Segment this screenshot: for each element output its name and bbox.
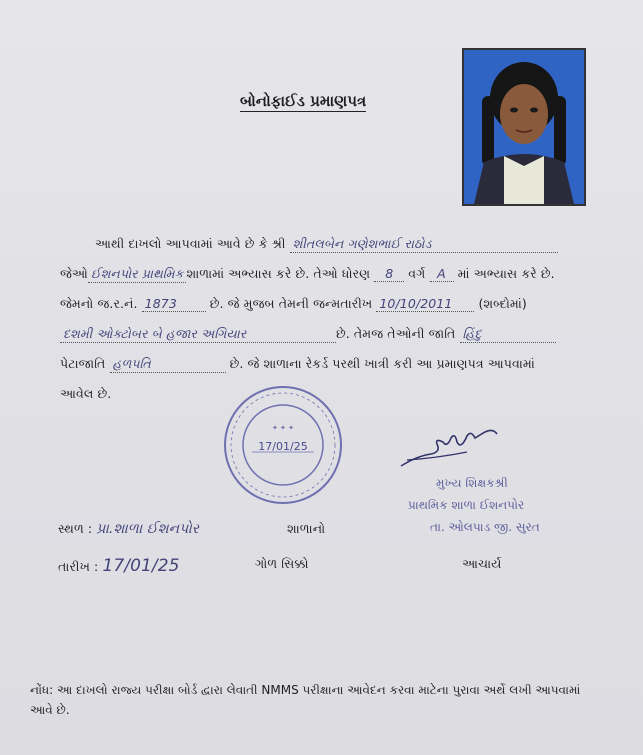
certificate-title: બોનોફાઈડ પ્રમાણપત્ર <box>240 92 367 110</box>
place-value: પ્રા.શાળા ઈશનપોર <box>96 521 200 537</box>
student-name-field: શીતલબેન ગણેશભાઈ રાઠોડ <box>290 236 558 253</box>
school-seal-label-1: શાળાનો <box>287 521 326 536</box>
division-field: A <box>430 266 454 282</box>
signature-stamp-line-3: તા. ઓલપાડ જી. સુરત <box>430 520 540 534</box>
school-seal-label-2: ગોળ સિક્કો <box>255 556 309 571</box>
standard-field: 8 <box>374 266 404 282</box>
line3-mid: છે. જે મુજબ તેમની જન્મતારીખ <box>209 296 373 311</box>
line2-mid: શાળામાં અભ્યાસ કરે છે. તેઓ ધોરણ <box>186 266 371 281</box>
body-line-1 <box>95 236 558 253</box>
place-label: સ્થળ : <box>58 521 93 536</box>
svg-text:✦ ✦ ✦: ✦ ✦ ✦ <box>271 424 295 432</box>
line5-suffix: છે. જે શાળાના રેકર્ડ પરથી ખાત્રી કરી આ પ્રમાણપત્ર આપવામાં <box>229 356 535 371</box>
sub-caste-field: હળપતિ <box>110 356 226 373</box>
line5-prefix: પેટાજાતિ <box>60 356 106 371</box>
date-row <box>58 556 180 576</box>
principal-label: આચાર્ય <box>462 556 502 571</box>
school-round-seal <box>222 384 344 506</box>
footer-note: નોંધ: આ દાખલો રાજ્ય પરીક્ષા બોર્ડ દ્વારા લેવાતી NMMS પરીક્ષાના આવેદન કરવા માટેના પુરાવા અર્થે લખી આપવામાં આવે છે. <box>30 683 581 717</box>
body-line-2 <box>60 266 555 283</box>
student-photo <box>462 48 586 206</box>
class-label: વર્ગ <box>408 266 426 281</box>
principal-signature <box>397 424 501 474</box>
date-label: તારીખ : <box>58 559 99 574</box>
caste-field: હિંદુ <box>460 326 556 343</box>
school-name-field: ઈશનપોર પ્રાથમિક <box>88 266 187 283</box>
line1-prefix: આથી દાખલો આપવામાં આવે છે કે શ્રી <box>95 236 286 251</box>
line2-prefix: જેઓ <box>60 266 88 281</box>
birth-date-words-field: દશમી ઓક્ટોબર બે હજાર અગિયાર <box>60 326 336 343</box>
line4-mid: છે. તેમજ તેઓની જાતિ <box>336 326 456 341</box>
body-line-6: આવેલ છે. <box>60 386 112 401</box>
line2-suffix: માં અભ્યાસ કરે છે. <box>457 266 555 281</box>
date-value: 17/01/25 <box>102 556 180 576</box>
body-line-5 <box>60 356 535 373</box>
line3-suffix: (શબ્દોમાં) <box>478 296 527 311</box>
signature-stamp-line-2: પ્રાથમિક શાળા ઈશનપોર <box>408 498 525 512</box>
signature-stamp-line-1: મુખ્ય શિક્ષકશ્રી <box>436 476 508 490</box>
body-line-3 <box>60 296 527 312</box>
body-line-4 <box>60 326 556 343</box>
place-row <box>58 521 199 537</box>
birth-date-field: 10/10/2011 <box>376 296 474 312</box>
line3-prefix: જેમનો જ.ર.નં. <box>60 296 138 311</box>
stamp-date: 17/01/25 <box>258 440 308 453</box>
register-number-field: 1873 <box>142 296 206 312</box>
